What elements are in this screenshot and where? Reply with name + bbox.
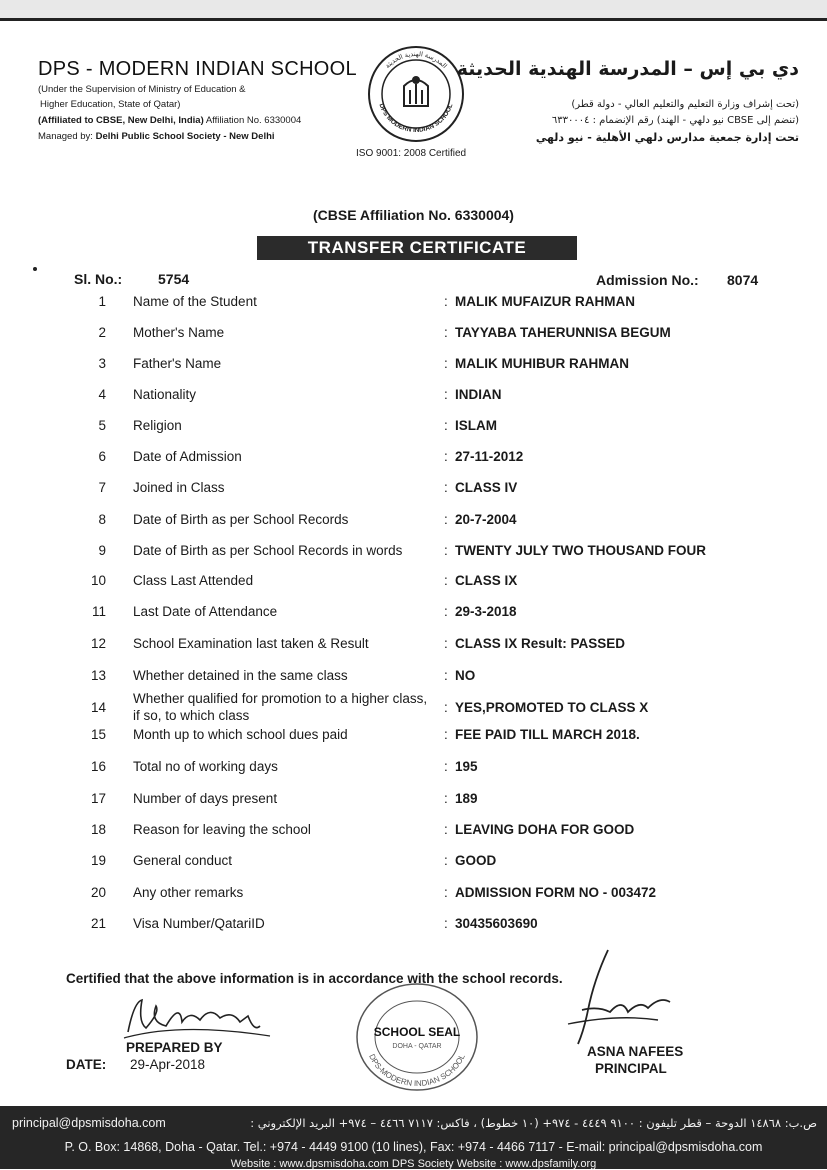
row-value: 29-3-2018: [455, 604, 517, 619]
footer: [0, 1106, 827, 1169]
row-label: Total no of working days: [133, 759, 278, 774]
row-label: Any other remarks: [133, 885, 244, 900]
row-value: 20-7-2004: [455, 512, 517, 527]
row-number: 3: [98, 356, 106, 371]
row-label: Month up to which school dues paid: [133, 727, 348, 742]
table-row: [0, 418, 827, 442]
date-label: DATE:: [66, 1057, 107, 1072]
row-value: 195: [455, 759, 478, 774]
row-value: LEAVING DOHA FOR GOOD: [455, 822, 635, 837]
arabic-managed-by: تحت إدارة جمعية مدارس دلهي الأهلية - نيو دلهي: [535, 131, 799, 144]
principal-signature: [548, 940, 698, 1052]
row-colon: :: [444, 916, 448, 931]
row-colon: :: [444, 727, 448, 742]
row-colon: :: [444, 853, 448, 868]
svg-text:DPS MODERN INDIAN SCHOOL: [378, 103, 455, 134]
table-row: [0, 822, 827, 846]
certificate-title: TRANSFER CERTIFICATE: [257, 236, 577, 260]
top-border: [0, 0, 827, 21]
row-number: 7: [98, 480, 106, 495]
table-row: [0, 543, 827, 567]
footer-email: principal@dpsmisdoha.com: [12, 1116, 166, 1130]
table-row: [0, 759, 827, 783]
row-colon: :: [444, 325, 448, 340]
table-row: [0, 727, 827, 751]
row-label: School Examination last taken & Result: [133, 636, 369, 651]
footer-address: P. O. Box: 14868, Doha - Qatar. Tel.: +974 - 4449 9100 (10 lines), Fax: +974 - 4466 7117 - E-mail: principal@dpsmisdoha.com: [64, 1140, 763, 1154]
row-label: Date of Admission: [133, 449, 242, 464]
row-label: Number of days present: [133, 791, 278, 806]
row-colon: :: [444, 759, 448, 774]
row-colon: :: [444, 700, 448, 715]
row-colon: :: [444, 885, 448, 900]
row-value: FEE PAID TILL MARCH 2018.: [455, 727, 640, 742]
row-value: CLASS IX: [455, 573, 518, 588]
table-row: [0, 791, 827, 815]
row-number: 18: [90, 822, 106, 837]
row-value: CLASS IX Result: PASSED: [455, 636, 626, 651]
row-value: CLASS IV: [455, 480, 518, 495]
row-label: Visa Number/QatariID: [133, 916, 265, 931]
affiliated-rest: Affiliation No. 6330004: [203, 115, 302, 126]
row-label: Last Date of Attendance: [133, 604, 278, 619]
table-row: [0, 636, 827, 660]
row-label-line-1: Whether qualified for promotion to a higher class,: [133, 691, 428, 706]
principal-name: ASNA NAFEES: [587, 1044, 684, 1059]
table-row: [0, 885, 827, 909]
school-logo: [366, 44, 466, 144]
certification-statement: Certified that the above information is in accordance with the school records.: [66, 971, 563, 986]
row-number: 1: [98, 294, 106, 309]
row-colon: :: [444, 387, 448, 402]
row-label: Nationality: [133, 387, 197, 402]
preparer-signature: [120, 992, 280, 1044]
table-row: [0, 604, 827, 628]
managed-by-line: [38, 131, 275, 142]
admission-value: 8074: [727, 272, 759, 288]
footer-websites: Website : www.dpsmisdoha.com DPS Society Website : www.dpsfamily.org: [230, 1158, 597, 1170]
seal-title: SCHOOL SEAL: [373, 1025, 461, 1039]
table-row: [0, 356, 827, 380]
school-seal: [352, 980, 482, 1095]
row-value: INDIAN: [455, 387, 502, 402]
row-label: Mother's Name: [133, 325, 225, 340]
row-number: 5: [98, 418, 106, 433]
row-colon: :: [444, 294, 448, 309]
row-number: 12: [90, 636, 106, 651]
row-colon: :: [444, 636, 448, 651]
row-label: Whether detained in the same class: [133, 668, 348, 683]
row-label: Joined in Class: [133, 480, 225, 495]
row-colon: :: [444, 668, 448, 683]
table-row: [0, 449, 827, 473]
table-row: [0, 668, 827, 692]
row-value: 27-11-2012: [455, 449, 524, 464]
seal-ring-text: DPS-MODERN INDIAN SCHOOL: [367, 1052, 467, 1089]
row-number: 10: [90, 573, 106, 588]
row-value: MALIK MUHIBUR RAHMAN: [455, 356, 629, 371]
prepared-by-label: PREPARED BY: [126, 1040, 223, 1055]
serial-label: Sl. No.:: [74, 271, 123, 287]
row-number: 14: [90, 700, 106, 715]
row-colon: :: [444, 512, 448, 527]
row-number: 15: [90, 727, 106, 742]
row-number: 4: [98, 387, 106, 402]
iso-certification: ISO 9001: 2008 Certified: [356, 148, 467, 159]
row-value: ISLAM: [455, 418, 497, 433]
row-label: [133, 690, 438, 724]
table-row: [0, 691, 827, 724]
row-number: 20: [90, 885, 106, 900]
date-value: 29-Apr-2018: [130, 1057, 206, 1072]
row-value: TWENTY JULY TWO THOUSAND FOUR: [455, 543, 707, 558]
affiliation-line: [38, 115, 301, 126]
arabic-supervision: (تحت إشراف وزارة التعليم والتعليم العالي - دولة قطر): [571, 99, 799, 110]
table-row: [0, 573, 827, 597]
row-label: Father's Name: [133, 356, 222, 371]
row-label: General conduct: [133, 853, 233, 868]
footer-arabic-address: ص.ب: ١٤٨٦٨ الدوحة – قطر تليفون : ٩١٠٠ ٤٤٤٩ - ٩٧٤+ (١٠ خطوط) ، فاكس: ٧١١٧ ٤٤٦٦ – ٩٧٤+ البريد الإلكتروني :: [250, 1116, 817, 1130]
principal-title: PRINCIPAL: [595, 1061, 667, 1076]
cbse-affiliation: (CBSE Affiliation No. 6330004): [313, 207, 514, 223]
table-row: [0, 916, 827, 940]
row-label: Date of Birth as per School Records: [133, 512, 349, 527]
row-colon: :: [444, 791, 448, 806]
row-value: YES,PROMOTED TO CLASS X: [455, 700, 649, 715]
row-value: TAYYABA TAHERUNNISA BEGUM: [455, 325, 671, 340]
arabic-school-name: دي بي إس – المدرسة الهندية الحديثة: [456, 58, 799, 80]
logo-arabic-ring: المدرسة الهندية الحديثة: [383, 49, 449, 70]
table-row: [0, 325, 827, 349]
row-value: MALIK MUFAIZUR RAHMAN: [455, 294, 635, 309]
table-row: [0, 387, 827, 411]
row-label-line-2: if so, to which class: [133, 708, 250, 723]
row-number: 11: [91, 604, 106, 619]
table-row: [0, 294, 827, 318]
managed-value: Delhi Public School Society - New Delhi: [95, 131, 275, 142]
row-value: NO: [455, 668, 476, 683]
row-colon: :: [444, 543, 448, 558]
table-row: [0, 480, 827, 504]
row-number: 17: [90, 791, 106, 806]
row-number: 9: [98, 543, 106, 558]
row-colon: :: [444, 356, 448, 371]
row-label: Name of the Student: [133, 294, 257, 309]
row-label: Class Last Attended: [133, 573, 254, 588]
supervision-line-1: (Under the Supervision of Ministry of Education &: [38, 84, 246, 95]
seal-subtitle: DOHA - QATAR: [392, 1043, 442, 1050]
row-number: 19: [90, 853, 106, 868]
row-colon: :: [444, 604, 448, 619]
serial-value: 5754: [158, 271, 190, 287]
row-label: Religion: [133, 418, 182, 433]
row-value: 189: [455, 791, 478, 806]
row-colon: :: [444, 573, 448, 588]
logo-english-ring: DPS MODERN INDIAN SCHOOL: [377, 102, 455, 135]
row-number: 2: [98, 325, 106, 340]
row-colon: :: [444, 449, 448, 464]
row-value: ADMISSION FORM NO - 003472: [455, 885, 657, 900]
row-number: 6: [98, 449, 106, 464]
affiliated-bold: (Affiliated to CBSE, New Delhi, India): [38, 115, 204, 126]
row-label: Reason for leaving the school: [133, 822, 311, 837]
table-row: [0, 853, 827, 877]
row-label: Date of Birth as per School Records in words: [133, 543, 403, 558]
row-value: GOOD: [455, 853, 497, 868]
supervision-line-2: Higher Education, State of Qatar): [40, 99, 181, 110]
stray-dot: [33, 267, 37, 271]
school-name: DPS - MODERN INDIAN SCHOOL: [38, 58, 357, 80]
row-number: 16: [90, 759, 106, 774]
row-number: 13: [90, 668, 106, 683]
row-colon: :: [444, 822, 448, 837]
row-number: 8: [98, 512, 106, 527]
arabic-affiliation: (تنضم إلى CBSE نيو دلهي - الهند) رقم الإنضمام : ٦٣٣٠٠٠٤: [551, 115, 799, 126]
table-row: [0, 512, 827, 536]
row-value: 30435603690: [455, 916, 538, 931]
row-colon: :: [444, 418, 448, 433]
row-number: 21: [90, 916, 106, 931]
managed-label: Managed by:: [38, 131, 96, 142]
row-colon: :: [444, 480, 448, 495]
admission-label: Admission No.:: [596, 272, 699, 288]
